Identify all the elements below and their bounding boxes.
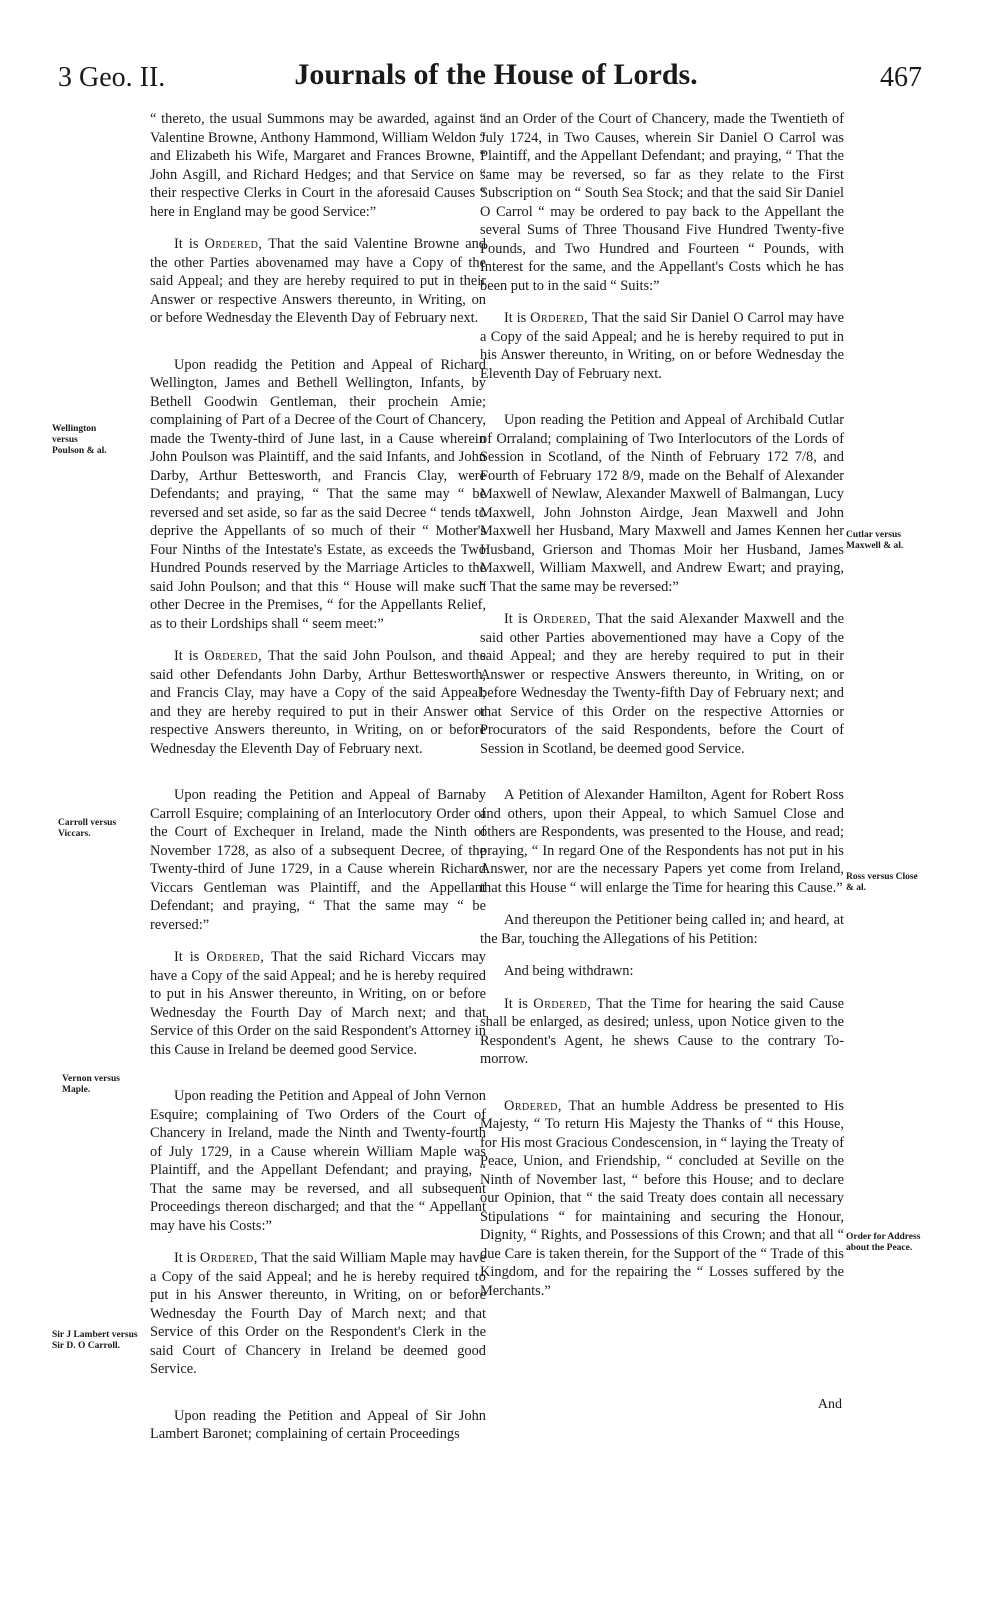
paragraph-summons: “ thereto, the usual Summons may be awarded, against “ Valentine Browne, Anthony Hammond, William Weldon “ and Elizabeth his Wife, Margaret and Frances Browne, “ John Asgill, and Richard Hedges; and that Service on “ their respective Clerks in Court in the aforesaid Causes “ here in England may be good Service:” [150, 111, 486, 220]
paragraph-wellington-appeal: Upon readidg the Petition and Appeal of Richard Wellington, James and Bethell Wellington, Infants, by Bethell Goodwin Gentleman, their prochein Amie; complaining of Part of a Decree of the Court of Chancery, made the Twenty-third of June last, in a Cause wherein John Poulson was Plaintiff, and the said Infants, and John Darby, Arthur Bettesworth, and Francis Clay, were Defendants; and praying, “ That the same may “ be reversed and set aside, so far as the said Decree “ tends to deprive the Appellants of so much of their “ Mother's Four Ninths of the Intestate's Estate, as exceeds the Two Hundred Pounds reserved by the Marriage Articles to the said John Poulson; and that this “ House will make such other Decree in the Premises, “ for the Appellants Relief, as to their Lordships shall “ seem meet:” [150, 356, 486, 632]
order-maxwell: It is Ordered, That the said Alexander Maxwell and the said other Parties abovementioned may have a Copy of the said Appeal; and they are hereby required to put in their Answer or respective Answers thereunto, in Writing, on or before Wednesday the Twenty-fifth Day of February next; and that Service of this Order on the respective Attornies or Procurators of the said Respondents, before the Court of Session in Scotland, be deemed good Service. [480, 611, 844, 757]
paragraph-lambert-continued: and an Order of the Court of Chancery, made the Twentieth of July 1724, in Two Causes, wherein Sir Daniel O Carrol was Plaintiff, and the Appellant Defendant; and praying, “ That the same may be reversed, so far as they relate to the First Subscription on “ South Sea Stock; and that the said Sir Daniel O Carrol “ may be ordered to pay back to the Appellant the several Sums of Three Thousand Five Hundred Twenty-five Pounds, and Two Hundred and Fourteen “ Pounds, with Interest for the same, and the Appellant's Costs which he has been put to in the said “ Suits:” [480, 111, 844, 294]
order-viccars: It is Ordered, That the said Richard Viccars may have a Copy of the said Appeal; and he is hereby required to put in his Answer thereunto, in Writing, on or before Wednesday the Fourth Day of March next; and that Service of this Order on the said Respondent's Attorney in this Cause in Ireland be deemed good Service. [150, 949, 486, 1058]
paragraph-carroll-appeal: Upon reading the Petition and Appeal of Barnaby Carroll Esquire; complaining of an Interlocutory Order of the Court of Exchequer in Ireland, made the Ninth of November 1728, as also of a subsequent Decree, of the Twenty-third of June 1729, in a Cause wherein Richard Viccars Gentleman was Plaintiff, and the Appellant Defendant; and praying, “ That the same may “ be reversed:” [150, 787, 486, 933]
margin-note-ross: Ross versus Close & al. [846, 872, 918, 893]
order-address-peace: Ordered, That an humble Address be presented to His Majesty, “ To return His Majesty the Thanks of “ this House, for His most Gracious Condescension, in “ laying the Treaty of Peace, Union, and Friendship, “ concluded at Seville on the Ninth of November last, “ before this House; and to declare our Opinion, that “ the said Treaty does contain all necessary Stipulations “ for maintaining and securing the Honour, Dignity, “ Rights, and Possessions of this Crown; and that all “ due Care is taken therein, for the Support of the “ Trade of this Kingdom, and for the repairing the “ Losses suffered by the Merchants.” [480, 1097, 845, 1299]
margin-note-vernon: Vernon versus Maple. [62, 1074, 120, 1095]
paragraph-petitioner-called: And thereupon the Petitioner being called in; and heard, at the Bar, touching the Allegations of his Petition: [480, 912, 844, 947]
journal-title: Journals of the House of Lords. [294, 58, 698, 91]
order-maple: It is Ordered, That the said William Maple may have a Copy of the said Appeal; and he is hereby required to put in his Answer thereunto, in Writing, on or before Wednesday the Fourth Day of March next; and that Service of this Order on the Respondent's Clerk in the said Court of Chancery in Ireland be deemed good Service. [150, 1250, 486, 1377]
regnal-year: 3 Geo. II. [58, 62, 166, 93]
catchword: And [817, 1397, 842, 1412]
right-column [480, 110, 844, 1314]
margin-note-wellington: Wellington versus Poulson & al. [52, 424, 107, 456]
margin-note-cutlar: Cutlar versus Maxwell & al. [846, 530, 904, 551]
paragraph-cutlar-appeal: Upon reading the Petition and Appeal of Archibald Cutlar of Orraland; complaining of Two Interlocutors of the Lords of Session in Scotland, of the Ninth of February 172 7/8, and Fourth of February 172 8/9, made on the Behalf of Alexander Maxwell of Newlaw, Alexander Maxwell of Balmangan, Lucy Maxwell, John Johnston Airdge, Jean Maxwell and John Maxwell her Husband, Mary Maxwell and James Kennen her Husband, Grierson and Thomas Moir her Husband, James Maxwell, William Maxwell, and Andrew Ewart; and praying, “ That the same may be reversed:” [480, 412, 844, 595]
order-poulson: It is Ordered, That the said John Poulson, and the said other Defendants John Darby, Arthur Bettesworth, and Francis Clay, may have a Copy of the said Appeal; and they are hereby required to put in their Answer or respective Answers thereunto, in Writing, on or before Wednesday the Eleventh Day of February next. [150, 648, 486, 757]
order-browne: It is Ordered, That the said Valentine Browne and the other Parties abovenamed may have a Copy of the said Appeal; and they are hereby required to put in their Answer or respective Answers thereunto, in Writing, on or before Wednesday the Eleventh Day of February next. [150, 236, 486, 326]
margin-note-carroll: Carroll versus Viccars. [58, 818, 117, 839]
order-time-enlarged: It is Ordered, That the Time for hearing the said Cause shall be enlarged, as desired; unless, upon Notice given to the Respondent's Agent, he shews Cause to the contrary To-morrow. [480, 995, 844, 1067]
order-o-carrol: It is Ordered, That the said Sir Daniel O Carrol may have a Copy of the said Appeal; and he is hereby required to put in his Answer thereunto, in Writing, on or before Wednesday the Eleventh Day of February next. [480, 310, 844, 382]
margin-note-order-address: Order for Address about the Peace. [846, 1232, 921, 1253]
paragraph-lambert-appeal: Upon reading the Petition and Appeal of Sir John Lambert Baronet; complaining of certain Proceedings [150, 1407, 486, 1442]
paragraph-vernon-appeal: Upon reading the Petition and Appeal of John Vernon Esquire; complaining of Two Orders of the Court of Chancery in Ireland, made the Ninth and Twenty-fourth of July 1729, in a Cause wherein William Maple was Plaintiff, and the Appellant Defendant; and praying, “ That the same may be reversed, and all subsequent Proceedings thereon discharged; and that the “ Appellant may have his Costs:” [150, 1088, 486, 1234]
margin-note-lambert: Sir J Lambert versus Sir D. O Carroll. [52, 1330, 138, 1351]
page-header [0, 40, 992, 100]
page-number: 467 [880, 62, 922, 93]
paragraph-hamilton-petition: A Petition of Alexander Hamilton, Agent for Robert Ross and others, upon their Appeal, to which Samuel Close and others are Respondents, was presented to the House, and read; praying, “ In regard One of the Respondents has not put in his Answer, nor are the necessary Papers yet come from Ireland, that this House “ will enlarge the Time for hearing this Cause.” [480, 787, 844, 896]
left-column [150, 110, 486, 1458]
paragraph-withdrawn: And being withdrawn: [504, 963, 634, 979]
